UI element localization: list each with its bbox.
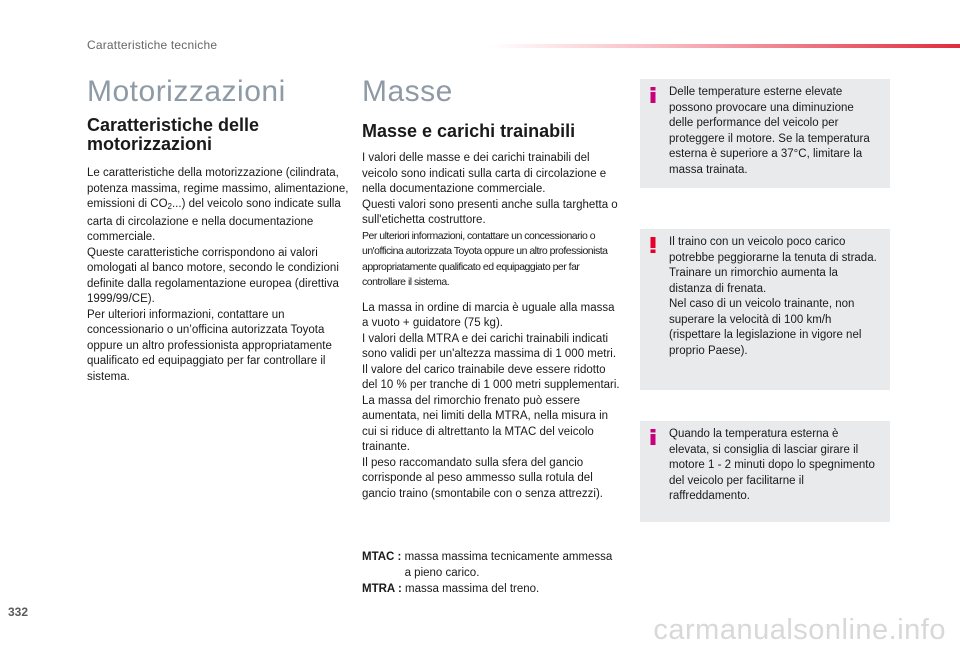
- page-number: 332: [8, 605, 29, 619]
- info-box-cooling-text: Quando la temperatura esterna è elevata, si consiglia di lasciar girare il motore 1 - 2 minuti dopo lo spegnimento del veicolo per facilitarne il raffreddamento.: [669, 428, 875, 502]
- definitions-list: [362, 549, 620, 597]
- masse-paragraph-1: I valori delle masse e dei carichi trainabili del veicolo sono indicati sulla carta di circolazione e nella documentazione commerciale. Questi valori sono presenti anche sulla targhetta o sull'etichetta costruttore. Per ulteriori informazioni, contattare un concessionario o un'officina autorizzata Toyota oppure un altro professionista appropriatamente qualificato ed equipaggiato per far controllare il sistema.: [362, 151, 620, 291]
- masse-title: Masse: [362, 75, 453, 108]
- definition-mtac: MTAC : massa massima tecnicamente ammessa a pieno carico.: [362, 551, 613, 579]
- motorizzazioni-paragraph-3: Per ulteriori informazioni, contattare un concessionario o un’officina autorizzata Toyota oppure un altro professionista appropriatamente qualificato ed equipaggiato per far controllare il sistema.: [87, 308, 332, 383]
- info-box-temperature: [640, 79, 890, 188]
- info-box-temperature-text: Delle temperature esterne elevate possono provocare una diminuzione delle performance del veicolo per proteggere il motore. Se la temperatura esterna è superiore a 37°C, limitare la massa trainata.: [669, 86, 870, 176]
- section-header: Caratteristiche tecniche: [87, 38, 218, 52]
- info-box-cooling: [640, 421, 890, 522]
- masse-section: [362, 74, 620, 502]
- motorizzazioni-section: [87, 74, 349, 385]
- motorizzazioni-body: [87, 166, 349, 385]
- motorizzazioni-paragraph-1: Le caratteristiche della motorizzazione (cilindrata, potenza massima, regime massimo, alimentazione, emissioni di $CO_2$...) del veicolo sono indicate sulla carta di circolazione e nella documentazione commerciale.: [87, 167, 349, 243]
- info-icon: [648, 429, 658, 445]
- masse-paragraph-2: La massa in ordine di marcia è uguale alla massa a vuoto + guidatore (75 kg). I valori della MTRA e dei carichi trainabili indicati sono validi per un'altezza massima di 1 000 metri. Il valore del carico trainabile deve essere ridotto del 10 % per tranche di 1 000 metri supplementari. La massa del rimorchio frenato può essere aumentata, nei limiti della MTRA, nella misura in cui si riduce di altrettanto la MTAC del veicolo trainante. Il peso raccomandato sulla sfera del gancio corrisponde al peso ammesso sulla rotula del gancio traino (smontabile con o senza attrezzi).: [362, 301, 620, 500]
- masse-condensed-note: Per ulteriori informazioni, contattare un concessionario o un'officina autorizzata Toyota oppure un altro professionista appropriatamente qualificato ed equipaggiato per far controllare il sistema.: [362, 229, 608, 288]
- header-rule: [490, 44, 960, 48]
- warning-icon: [648, 237, 658, 253]
- watermark: carmanualsonline.info: [653, 614, 946, 646]
- motorizzazioni-subtitle: Caratteristiche delle motorizzazioni: [87, 115, 260, 154]
- warning-box-towing: [640, 229, 890, 390]
- info-icon: [648, 87, 658, 103]
- definition-mtra: MTRA : massa massima del treno.: [362, 583, 540, 595]
- masse-subtitle: Masse e carichi trainabili: [362, 121, 576, 141]
- motorizzazioni-paragraph-2: Queste caratteristiche corrispondono ai valori omologati al banco motore, secondo le condizioni definite dalla regolamentazione europea (direttiva 1999/99/CE).: [87, 246, 339, 305]
- warning-box-towing-text: Il traino con un veicolo poco carico potrebbe peggiorarne la tenuta di strada. Trainare un rimorchio aumenta la distanza di frenata. Nel caso di un veicolo trainante, non superare la velocità di 100 km/h (rispettare la legislazione in vigore nel proprio Paese).: [669, 236, 877, 357]
- motorizzazioni-title: Motorizzazioni: [87, 75, 286, 108]
